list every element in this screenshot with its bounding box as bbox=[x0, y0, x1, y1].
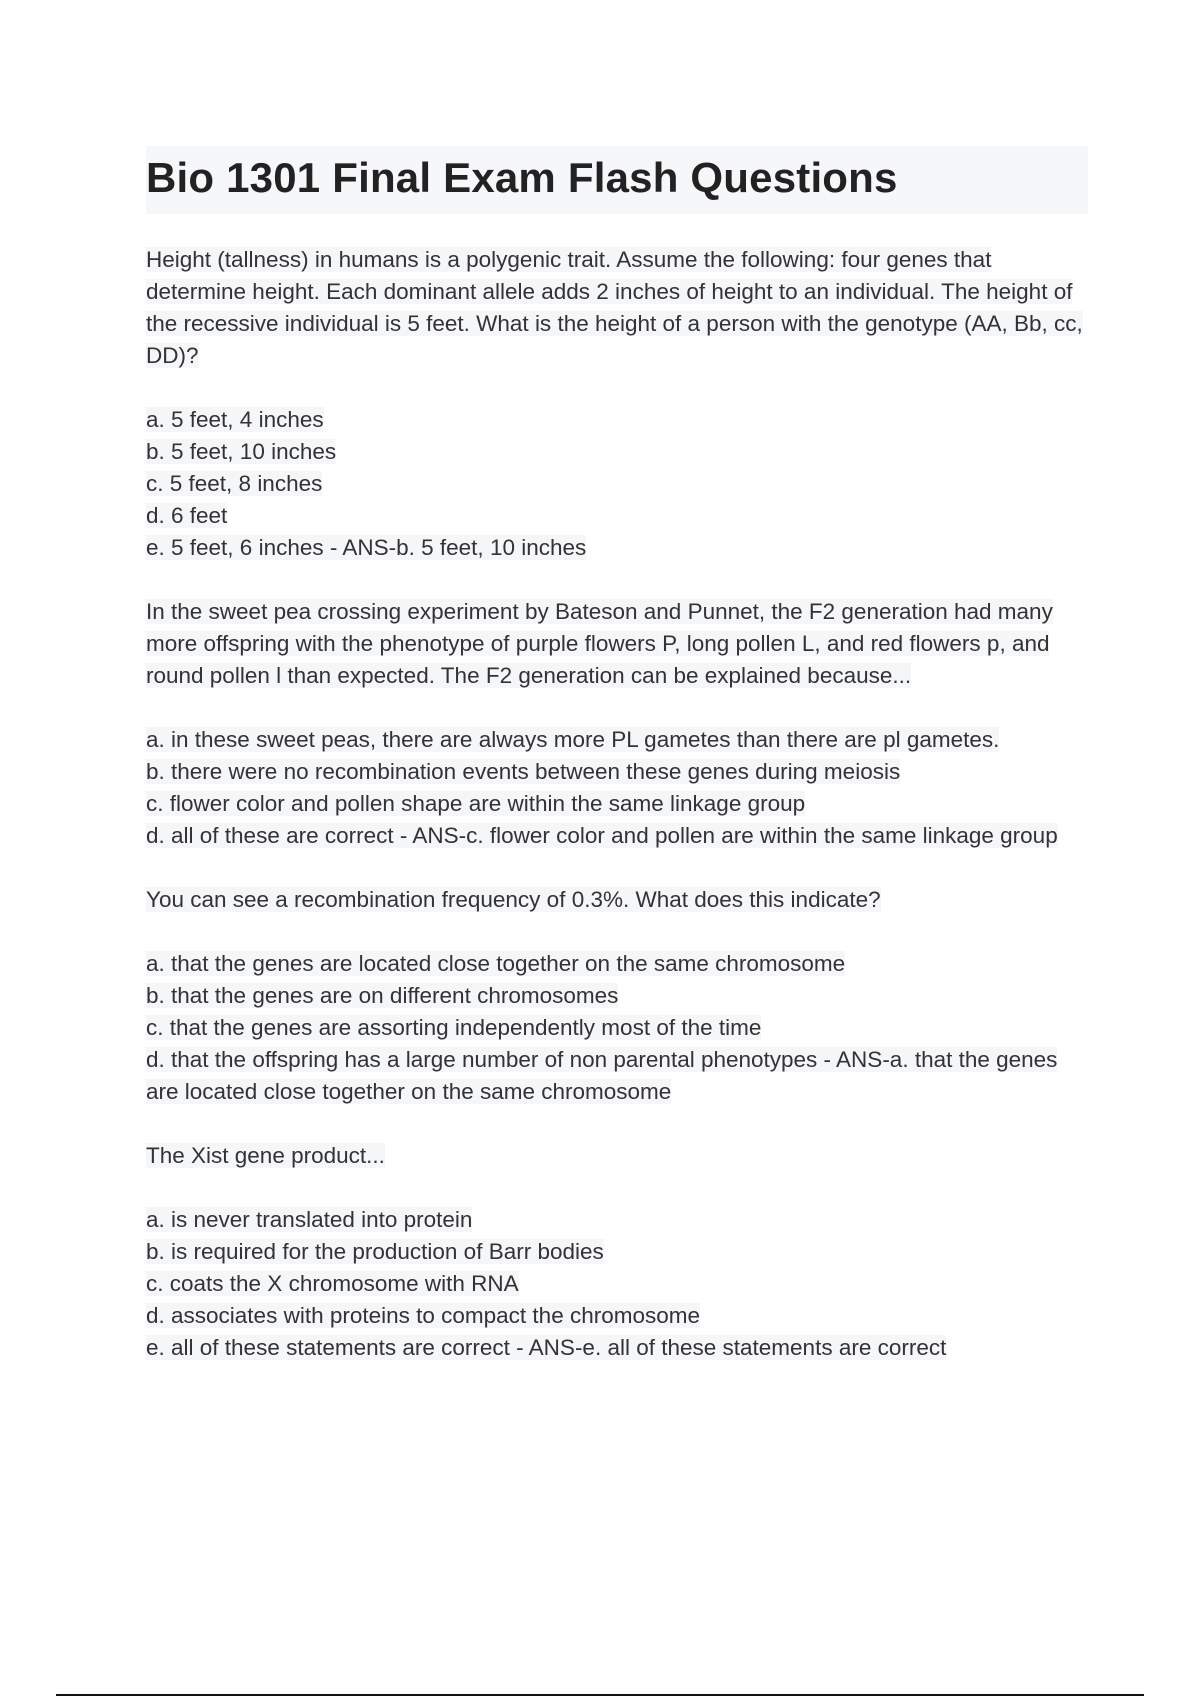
question-1-prompt: Height (tallness) in humans is a polygenic trait. Assume the following: four genes that determine height. Each dominant allele adds 2 inches of height to an individual. The height of the recessive individual is 5 feet. What is the height of a person with the genotype (AA, Bb, cc, DD)? bbox=[146, 247, 1083, 368]
title-banner bbox=[146, 146, 1088, 214]
question-3-options bbox=[146, 948, 1086, 1108]
question-1 bbox=[146, 244, 1086, 372]
question-4-options bbox=[146, 1204, 1086, 1364]
question-4-option-c: c. coats the X chromosome with RNA bbox=[146, 1271, 519, 1296]
page-title: Bio 1301 Final Exam Flash Questions bbox=[146, 154, 898, 201]
question-2-option-d-answer: d. all of these are correct - ANS-c. flower color and pollen are within the same linkage group bbox=[146, 823, 1058, 848]
question-4-option-a: a. is never translated into protein bbox=[146, 1207, 473, 1232]
question-1-option-e-answer: e. 5 feet, 6 inches - ANS-b. 5 feet, 10 inches bbox=[146, 535, 587, 560]
question-1-option-c: c. 5 feet, 8 inches bbox=[146, 471, 323, 496]
question-4 bbox=[146, 1140, 1086, 1172]
question-3-prompt: You can see a recombination frequency of 0.3%. What does this indicate? bbox=[146, 887, 881, 912]
document-body bbox=[146, 244, 1086, 1396]
question-2-option-b: b. there were no recombination events between these genes during meiosis bbox=[146, 759, 901, 784]
question-1-option-a: a. 5 feet, 4 inches bbox=[146, 407, 324, 432]
question-2-option-c: c. flower color and pollen shape are within the same linkage group bbox=[146, 791, 806, 816]
question-1-option-d: d. 6 feet bbox=[146, 503, 228, 528]
question-1-options bbox=[146, 404, 1086, 564]
question-3-option-b: b. that the genes are on different chromosomes bbox=[146, 983, 619, 1008]
question-4-option-d: d. associates with proteins to compact the chromosome bbox=[146, 1303, 701, 1328]
footer-divider bbox=[56, 1694, 1144, 1696]
question-3-option-c: c. that the genes are assorting independently most of the time bbox=[146, 1015, 762, 1040]
question-4-option-b: b. is required for the production of Barr bodies bbox=[146, 1239, 604, 1264]
question-2-options bbox=[146, 724, 1086, 852]
question-4-option-e-answer: e. all of these statements are correct - ANS-e. all of these statements are correct bbox=[146, 1335, 947, 1360]
question-2-option-a: a. in these sweet peas, there are always more PL gametes than there are pl gametes. bbox=[146, 727, 1000, 752]
question-1-option-b: b. 5 feet, 10 inches bbox=[146, 439, 337, 464]
question-4-prompt: The Xist gene product... bbox=[146, 1143, 385, 1168]
question-3-option-d-answer: d. that the offspring has a large number of non parental phenotypes - ANS-a. that the genes are located close together on the same chromosome bbox=[146, 1047, 1058, 1104]
question-2-prompt: In the sweet pea crossing experiment by Bateson and Punnet, the F2 generation had many more offspring with the phenotype of purple flowers P, long pollen L, and red flowers p, and round pollen l than expected. The F2 generation can be explained because... bbox=[146, 599, 1053, 688]
question-2 bbox=[146, 596, 1086, 692]
question-3 bbox=[146, 884, 1086, 916]
question-3-option-a: a. that the genes are located close together on the same chromosome bbox=[146, 951, 846, 976]
